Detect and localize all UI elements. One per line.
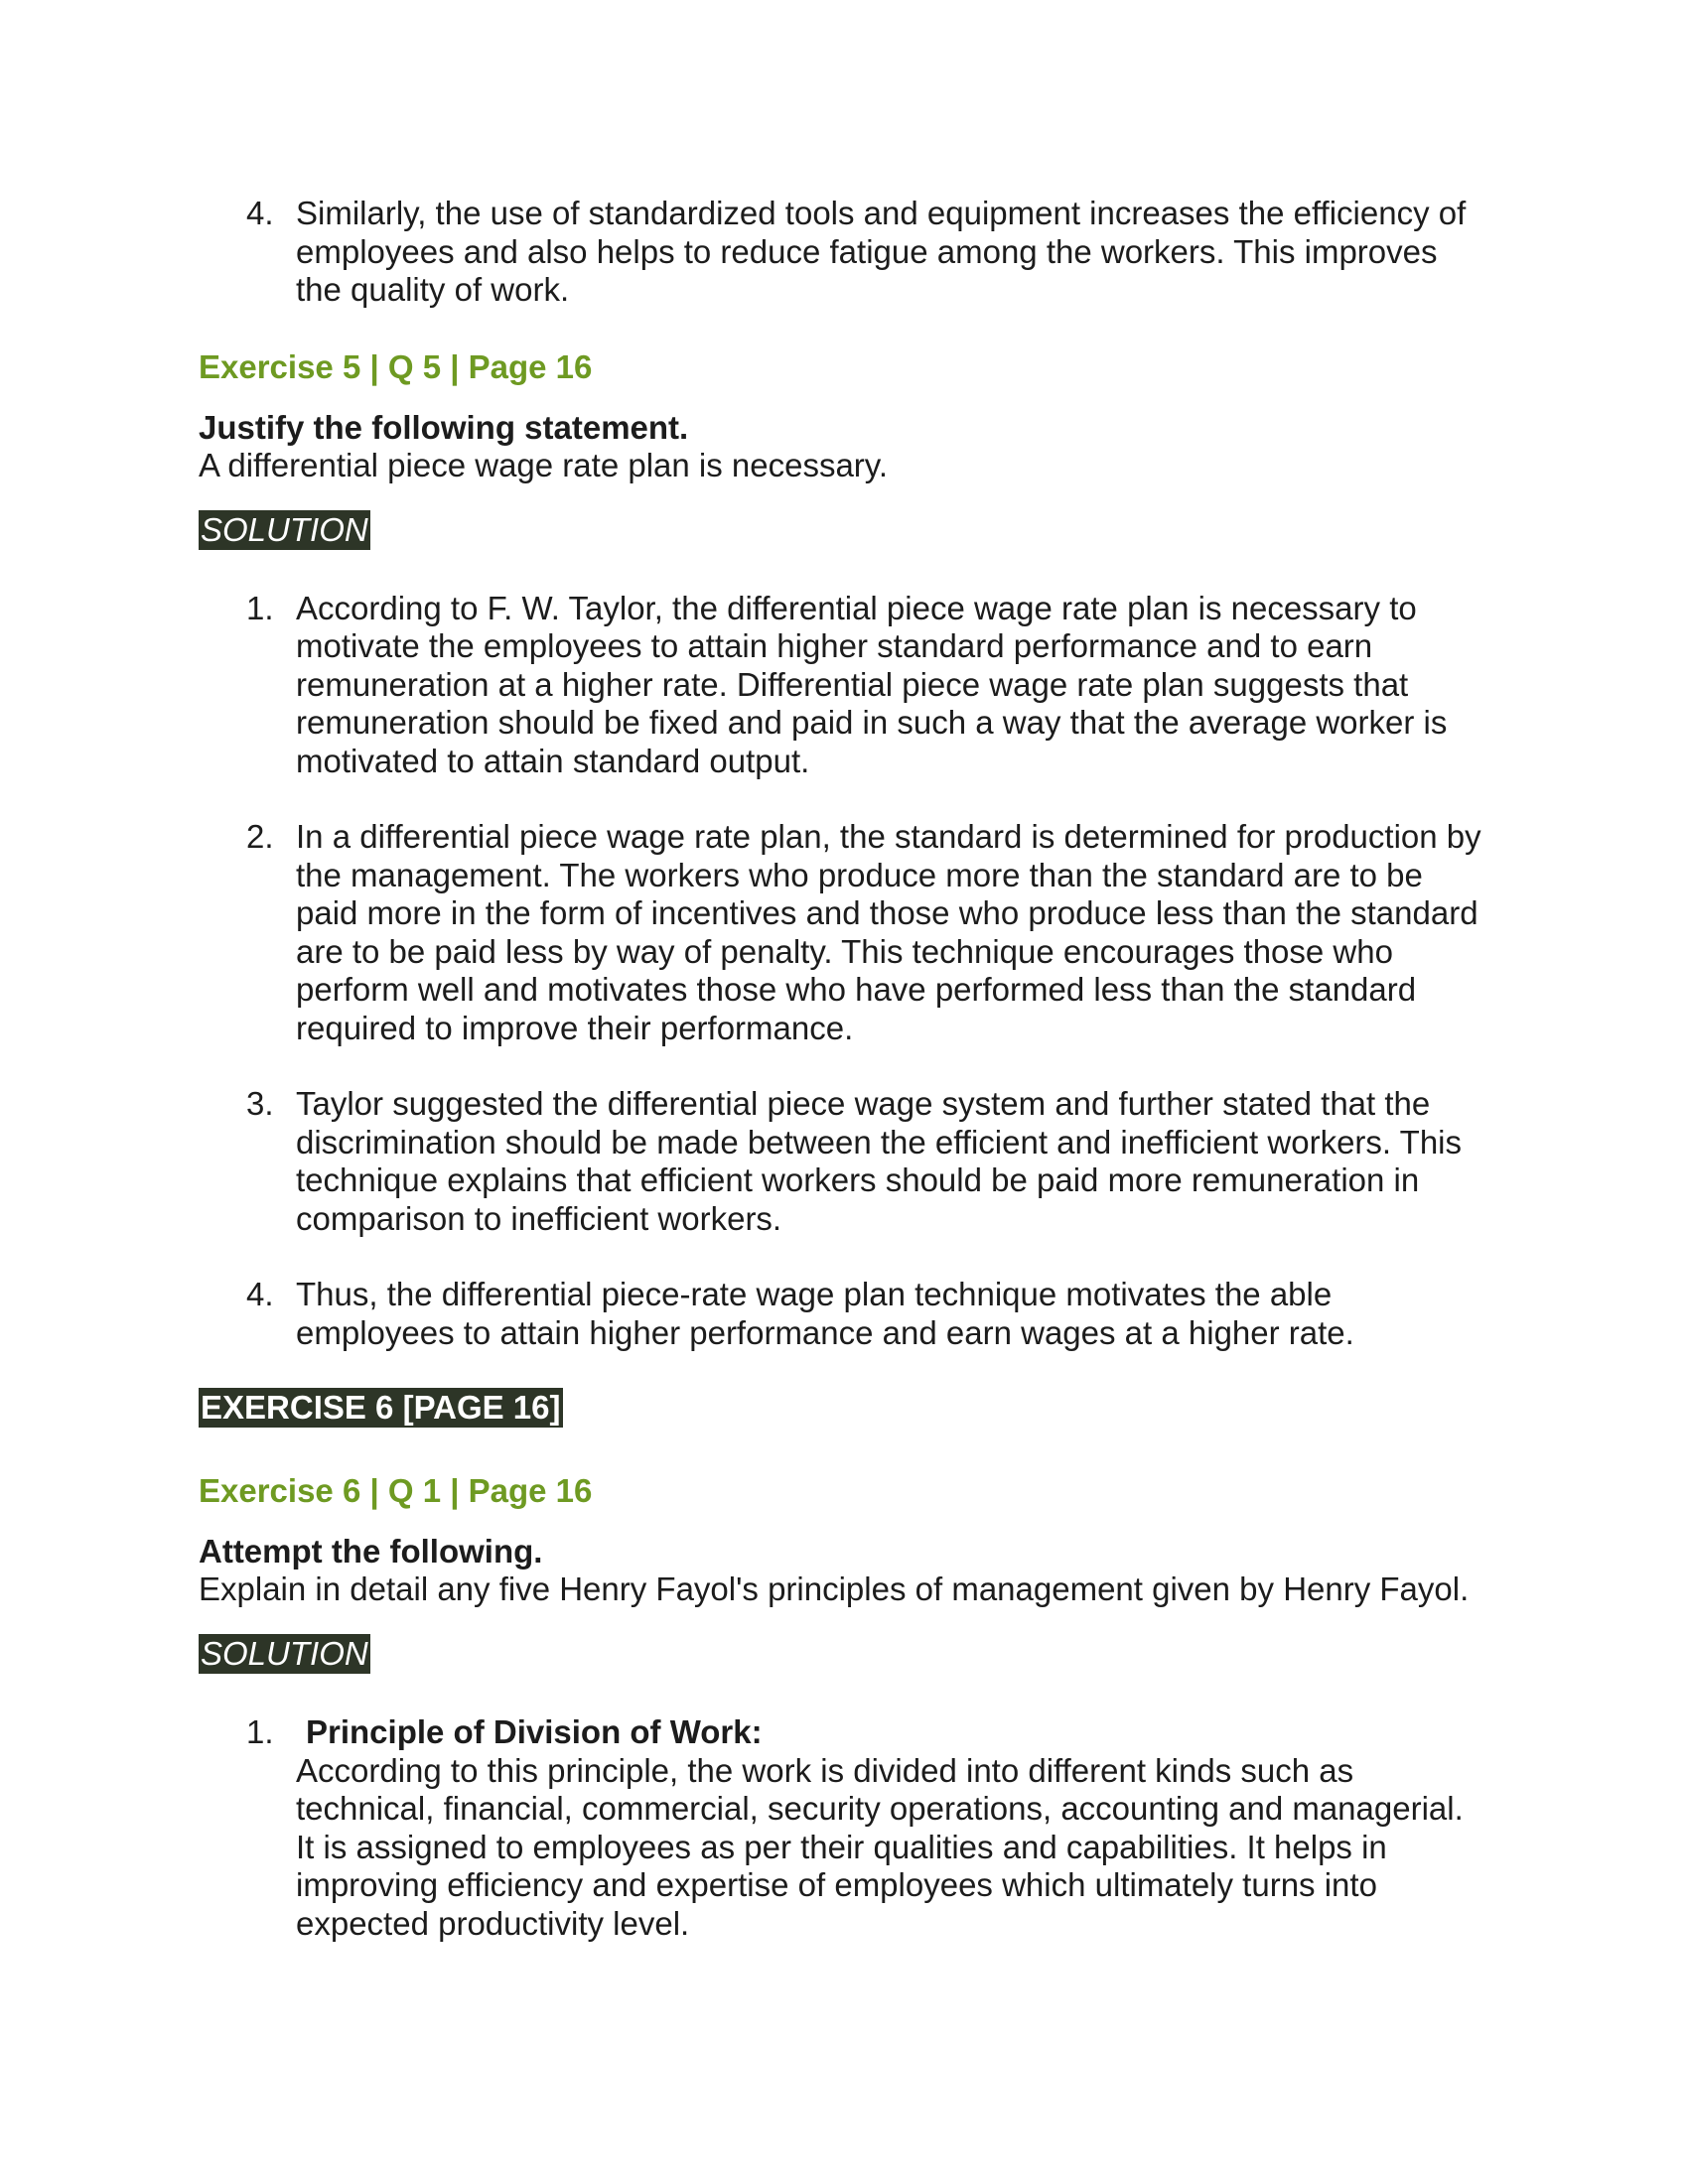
exercise-6-solution-row	[199, 1634, 1489, 1674]
list-text: According to this principle, the work is divided into different kinds such as technical, financial, commercial, security operations, accounting and managerial. It is assigned to employees as per their qualities and capabilities. It helps in improving efficiency and expertise of employees which ultimately turns into expected productivity level.	[296, 1751, 1464, 1942]
list-item	[199, 1085, 1489, 1238]
exercise-5-solution-row	[199, 510, 1489, 550]
list-item	[199, 195, 1489, 310]
exercise-6-question: Explain in detail any five Henry Fayol's principles of management given by Henry Fayol.	[199, 1570, 1470, 1607]
list-text: Similarly, the use of standardized tools and equipment increases the efficiency of employees and also helps to reduce fatigue among the workers. This improves the quality of work.	[296, 195, 1467, 308]
list-number: 3.	[246, 1085, 274, 1122]
solution-label: SOLUTION	[201, 1635, 368, 1672]
exercise-6-instruction: Attempt the following.	[199, 1533, 543, 1570]
list-number: 1.	[246, 1713, 274, 1750]
exercise-6-banner-row	[199, 1388, 1489, 1428]
list-number: 4.	[246, 1276, 274, 1312]
exercise-5-instruction: Justify the following statement.	[199, 408, 689, 446]
list-number: 2.	[246, 818, 274, 855]
exercise-6-heading: Exercise 6 | Q 1 | Page 16	[199, 1472, 593, 1509]
list-number: 4.	[246, 195, 274, 231]
exercise-6-banner: EXERCISE 6 [PAGE 16]	[201, 1389, 561, 1426]
list-text: Taylor suggested the differential piece wage system and further stated that the discrimination should be made between the efficient and inefficient workers. This technique explains that efficient workers should be paid more remuneration in comparison to inefficient workers.	[296, 1085, 1462, 1237]
document-page	[199, 195, 1489, 1943]
exercise-5-answer-list	[199, 590, 1489, 1353]
exercise-6-answer-list	[199, 1713, 1489, 1943]
list-text: Thus, the differential piece-rate wage plan technique motivates the able employees to attain higher performance and earn wages at a higher rate.	[296, 1276, 1354, 1351]
list-item	[199, 590, 1489, 781]
solution-label: SOLUTION	[201, 510, 368, 548]
list-text: According to F. W. Taylor, the differential piece wage rate plan is necessary to motivate the employees to attain higher standard performance and to earn remuneration at a higher rate. Differential piece wage rate plan suggests that remuneration should be fixed and paid in such a way that the average worker is motivated to attain standard output.	[296, 589, 1448, 779]
exercise-5-heading: Exercise 5 | Q 5 | Page 16	[199, 347, 593, 385]
list-text: In a differential piece wage rate plan, the standard is determined for production by the management. The workers who produce more than the standard are to be paid more in the form of incentives and those who produce less than the standard are to be paid less by way of penalty. This technique encourages those who perform well and motivates those who have performed less than the standard required to improve their performance.	[296, 818, 1481, 1046]
list-item	[199, 1713, 1489, 1943]
list-item	[199, 1276, 1489, 1352]
principle-title: Principle of Division of Work:	[306, 1713, 763, 1750]
list-number: 1.	[246, 589, 274, 626]
intro-list	[199, 195, 1489, 310]
exercise-5-question: A differential piece wage rate plan is necessary.	[199, 446, 889, 483]
list-item	[199, 818, 1489, 1047]
